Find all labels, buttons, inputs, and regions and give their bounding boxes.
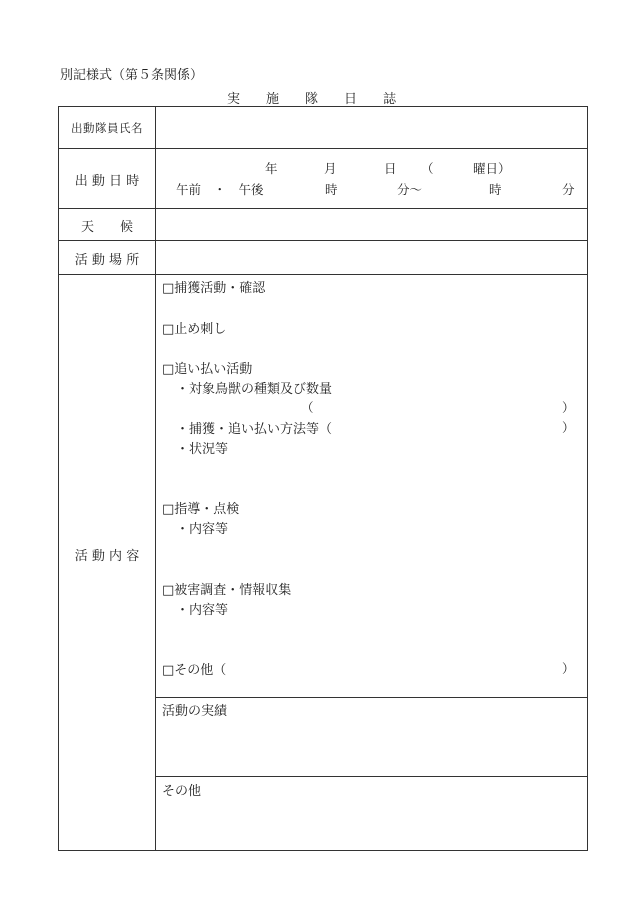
page-title: [227, 88, 396, 107]
other-close-paren: ）: [562, 661, 575, 676]
title-char: 実: [227, 92, 241, 107]
row-divider: [59, 240, 587, 241]
activity-content-label: 活 動 内 容: [74, 549, 140, 564]
form-number-label: 別記様式（第５条関係）: [60, 68, 204, 83]
row-divider: [155, 697, 587, 698]
start-hour-label: 時: [325, 182, 338, 197]
title-char: 施: [266, 92, 280, 107]
row-divider: [59, 274, 587, 275]
member-name-label: 出動隊員氏名: [71, 121, 143, 135]
finishing-checkbox-item[interactable]: □止め刺し: [162, 322, 227, 337]
species-open-paren: （: [301, 400, 314, 415]
row-divider: [155, 776, 587, 777]
other-activity-checkbox-item[interactable]: □その他（: [162, 663, 227, 678]
weather-label: 天 候: [80, 220, 133, 235]
weekday-open-paren: （: [421, 161, 434, 176]
activity-place-label: 活 動 場 所: [74, 253, 140, 268]
guidance-detail-field: ・内容等: [176, 522, 229, 537]
method-field: ・捕獲・追い払い方法等（: [176, 422, 333, 437]
title-char: 誌: [383, 92, 397, 107]
column-divider: [155, 107, 156, 850]
weekday-label: 曜日）: [473, 161, 511, 176]
title-char: 日: [344, 92, 358, 107]
month-label: 月: [324, 161, 337, 176]
end-hour-label: 時: [489, 182, 502, 197]
target-species-field: ・対象鳥獣の種類及び数量: [176, 382, 333, 397]
guidance-checkbox-item[interactable]: □指導・点検: [162, 502, 240, 517]
survey-checkbox-item[interactable]: □被害調査・情報収集: [162, 583, 292, 598]
results-label: 活動の実績: [162, 704, 228, 719]
end-minute-label: 分: [562, 182, 575, 197]
year-label: 年: [265, 161, 278, 176]
status-field: ・状況等: [176, 442, 229, 457]
survey-detail-field: ・内容等: [176, 603, 229, 618]
other-notes-label: その他: [162, 784, 202, 799]
start-minute-label: 分～: [397, 182, 423, 197]
dispatch-datetime-label: 出 動 日 時: [74, 174, 140, 189]
day-label: 日: [384, 161, 397, 176]
am-pm-label: 午前 ・ 午後: [176, 182, 264, 197]
row-divider: [59, 208, 587, 209]
log-form-table: [58, 106, 588, 851]
row-divider: [59, 148, 587, 149]
title-char: 隊: [305, 92, 319, 107]
drive-away-checkbox-item[interactable]: □追い払い活動: [162, 362, 253, 377]
species-close-paren: ）: [562, 400, 575, 415]
capture-checkbox-item[interactable]: □捕獲活動・確認: [162, 281, 266, 296]
method-close-paren: ）: [562, 420, 575, 435]
